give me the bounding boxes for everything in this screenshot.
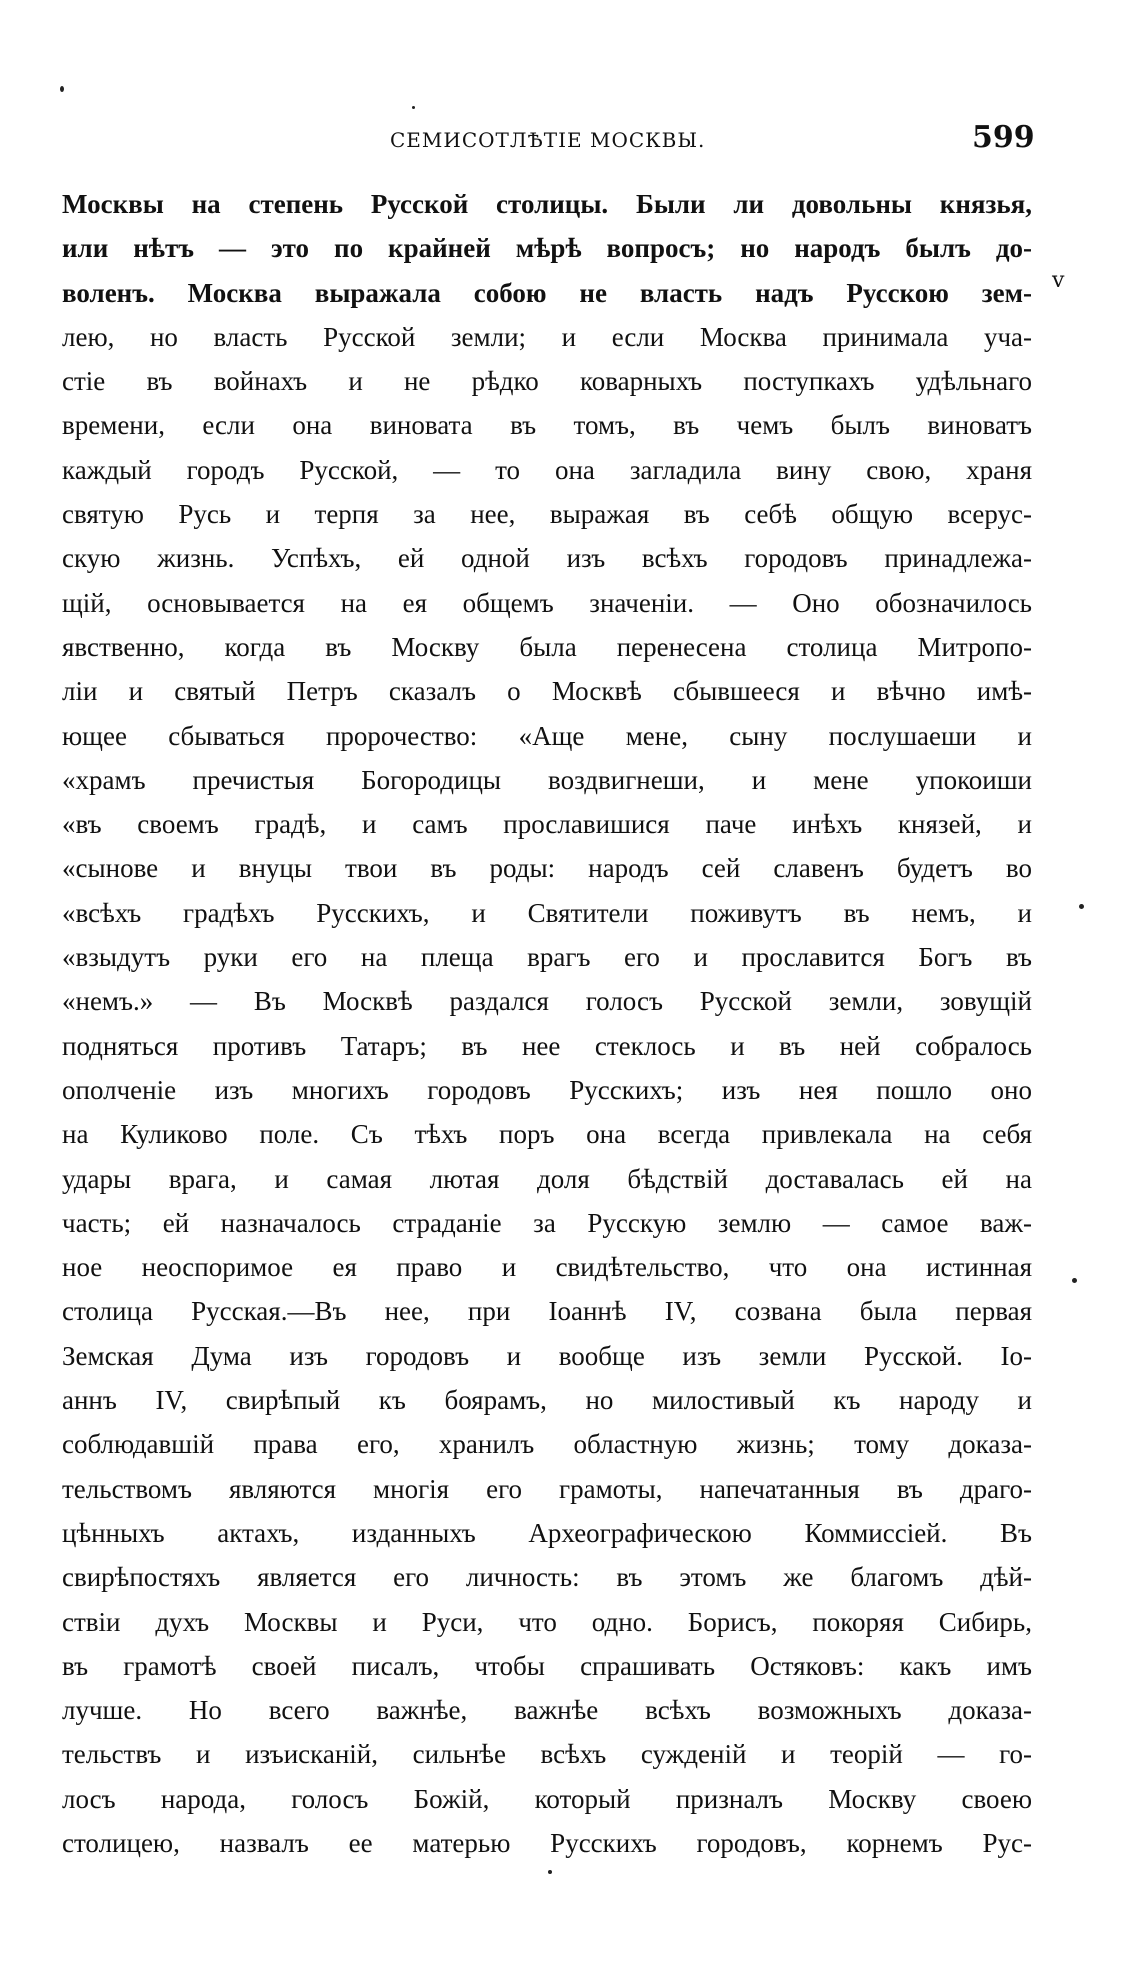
text-line: явственно, когда въ Москву была перенесена столица Митропо- bbox=[62, 631, 1032, 662]
text-line: цѣнныхъ актахъ, изданныхъ Археографическою Коммиссіей. Въ bbox=[62, 1517, 1032, 1548]
body-text bbox=[62, 182, 1032, 1865]
text-line: времени, если она виновата въ томъ, въ чемъ былъ виноватъ bbox=[62, 410, 1032, 441]
text-line: на Куликово поле. Съ тѣхъ поръ она всегда привлекала на себя bbox=[62, 1119, 1032, 1150]
text-line: щій, основывается на ея общемъ значеніи. — Оно обозначилось bbox=[62, 587, 1032, 618]
text-line: «сынове и внуцы твои въ роды: народъ сей славенъ будетъ во bbox=[62, 853, 1032, 884]
text-line: лосъ народа, голосъ Божій, который призналъ Москву своею bbox=[62, 1783, 1032, 1814]
text-line: тельствъ и изъисканій, сильнѣе всѣхъ сужденій и теорій — го- bbox=[62, 1739, 1032, 1770]
text-line: подняться противъ Татаръ; въ нее стеклось и въ ней собралось bbox=[62, 1030, 1032, 1061]
text-line: «взыдутъ руки его на плеща врагъ его и прославится Богъ въ bbox=[62, 942, 1032, 973]
text-line: «въ своемъ градѣ, и самъ прославишися паче инѣхъ князей, и bbox=[62, 809, 1032, 840]
speck bbox=[1072, 1278, 1077, 1283]
text-line: ное неоспоримое ея право и свидѣтельство, что она истинная bbox=[62, 1252, 1032, 1283]
text-line: удары врага, и самая лютая доля бѣдствій доставалась ей на bbox=[62, 1163, 1032, 1194]
text-line: аннъ IV, свирѣпый къ боярамъ, но милостивый къ народу и bbox=[62, 1385, 1032, 1416]
speck bbox=[412, 106, 415, 109]
text-line: или нѣтъ — это по крайней мѣрѣ вопросъ; но народъ былъ до- bbox=[62, 233, 1032, 264]
text-line: лучше. Но всего важнѣе, важнѣе всѣхъ возможныхъ доказа- bbox=[62, 1695, 1032, 1726]
text-line: «немъ.» — Въ Москвѣ раздался голосъ Русской земли, зовущій bbox=[62, 986, 1032, 1017]
text-line: каждый городъ Русской, — то она загладила вину свою, храня bbox=[62, 454, 1032, 485]
text-line: лею, но власть Русской земли; и если Москва принимала уча- bbox=[62, 321, 1032, 352]
text-line: ополченіе изъ многихъ городовъ Русскихъ; изъ нея пошло оно bbox=[62, 1074, 1032, 1105]
page-number: 599 bbox=[972, 120, 1035, 155]
text-line: ствіи духъ Москвы и Руси, что одно. Борисъ, покоряя Сибирь, bbox=[62, 1606, 1032, 1637]
running-title: СЕМИСОТЛѢТІЕ МОСКВЫ. bbox=[390, 128, 706, 152]
text-line: ющее сбываться пророчество: «Аще мене, сыну послушаеши и bbox=[62, 720, 1032, 751]
text-line: «храмъ пречистыя Богородицы воздвигнеши, и мене упокоиши bbox=[62, 764, 1032, 795]
text-line: Земская Дума изъ городовъ и вообще изъ земли Русской. Іо- bbox=[62, 1340, 1032, 1371]
text-line: свирѣпостяхъ является его личность: въ этомъ же благомъ дѣй- bbox=[62, 1562, 1032, 1593]
text-line: соблюдавшій права его, хранилъ областную жизнь; тому доказа- bbox=[62, 1429, 1032, 1460]
text-line: «всѣхъ градѣхъ Русскихъ, и Святители поживутъ въ немъ, и bbox=[62, 897, 1032, 928]
text-line: скую жизнь. Успѣхъ, ей одной изъ всѣхъ городовъ принадлежа- bbox=[62, 543, 1032, 574]
text-line: святую Русь и терпя за нее, выражая въ себѣ общую всерус- bbox=[62, 499, 1032, 530]
text-line: часть; ей назначалось страданіе за Русскую землю — самое важ- bbox=[62, 1207, 1032, 1238]
speck bbox=[1079, 904, 1084, 909]
margin-note: v bbox=[1052, 268, 1065, 293]
text-line: воленъ. Москва выражала собою не власть надъ Русскою зем- bbox=[62, 277, 1032, 308]
speck bbox=[60, 86, 64, 92]
text-line: стіе въ войнахъ и не рѣдко коварныхъ поступкахъ удѣльнаго bbox=[62, 366, 1032, 397]
text-line: въ грамотѣ своей писалъ, чтобы спрашивать Остяковъ: какъ имъ bbox=[62, 1650, 1032, 1681]
text-line: Москвы на степень Русской столицы. Были ли довольны князья, bbox=[62, 189, 1032, 219]
text-line: ліи и святый Петръ сказалъ о Москвѣ сбывшееся и вѣчно имѣ- bbox=[62, 676, 1032, 707]
speck bbox=[548, 1870, 552, 1874]
text-line: столица Русская.—Въ нее, при Іоаннѣ IV, созвана была первая bbox=[62, 1296, 1032, 1327]
text-line: столицею, назвалъ ее матерью Русскихъ городовъ, корнемъ Рус- bbox=[62, 1827, 1032, 1858]
text-line: тельствомъ являются многія его грамоты, напечатанныя въ драго- bbox=[62, 1473, 1032, 1504]
